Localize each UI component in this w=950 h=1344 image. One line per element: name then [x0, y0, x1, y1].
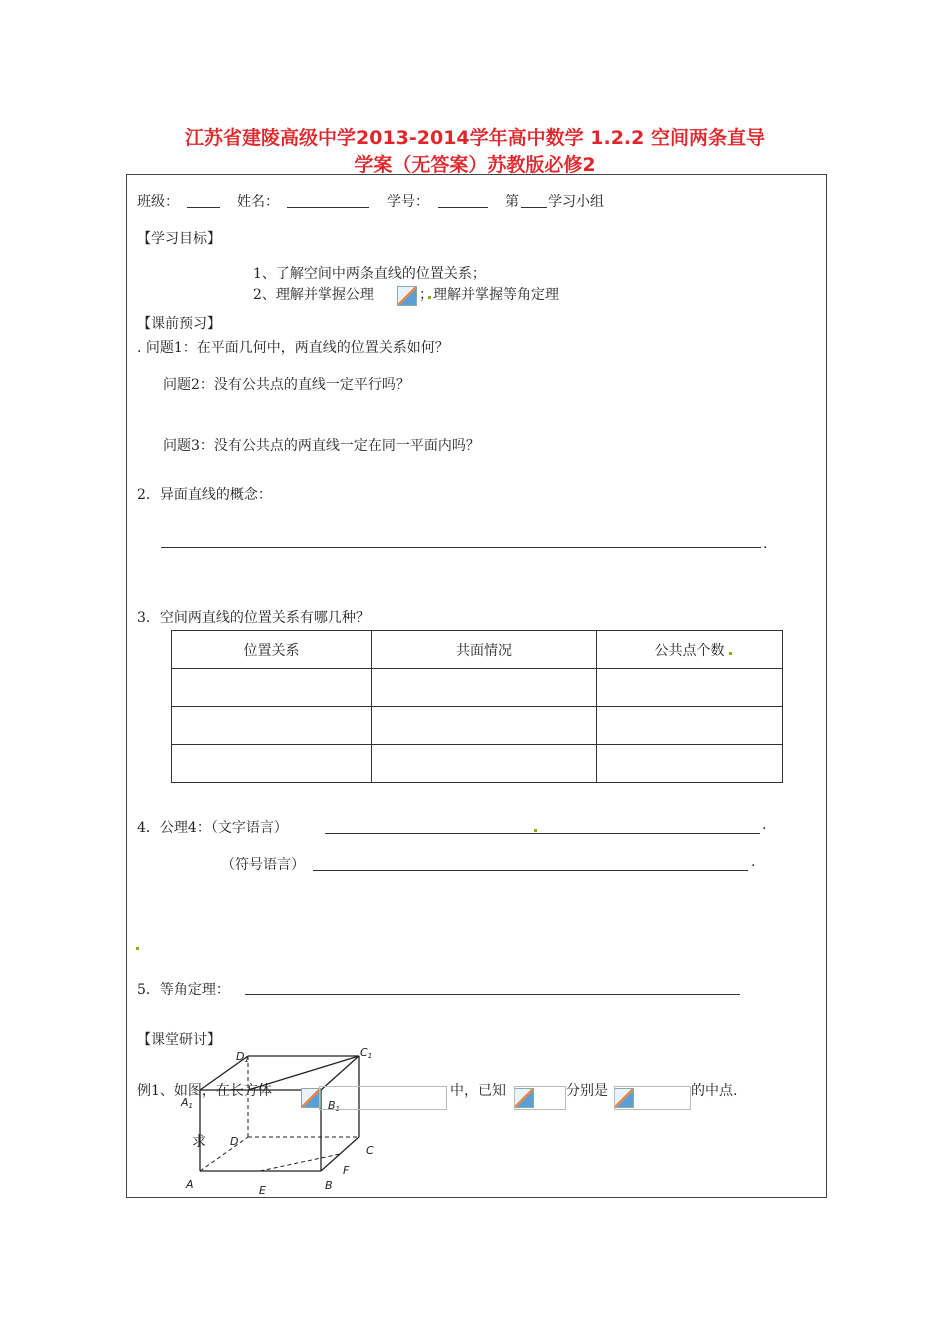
relation-table [171, 630, 783, 783]
edge [321, 1056, 359, 1090]
id-label: 学号： [387, 194, 429, 210]
table-header-cell: 位置关系 [172, 631, 372, 669]
label-b: B [325, 1179, 333, 1192]
table-header-cell: 公共点个数 [597, 631, 783, 669]
marker-dot [136, 947, 139, 950]
points-box [514, 1086, 566, 1110]
preview-heading: 【课前预习】 [137, 316, 221, 332]
cuboid-name-image-icon [301, 1088, 321, 1108]
table-row [172, 745, 783, 783]
doc-title-line2: 学案（无答案）苏教版必修2 [354, 154, 596, 176]
section-2-label: 2．异面直线的概念： [137, 487, 272, 503]
section-4-symbol-period: . [751, 854, 756, 870]
table-row [172, 707, 783, 745]
table-cell[interactable] [172, 669, 372, 707]
section-4-label: 4．公理4：（文字语言） [137, 820, 288, 836]
class-blank [187, 207, 220, 208]
marker-dot [729, 652, 732, 655]
section-5-blank [245, 994, 740, 995]
section-5-label: 5．等角定理： [137, 982, 230, 998]
goal-item-2a: 2、理解并掌握公理 [253, 287, 374, 303]
goals-heading: 【学习目标】 [137, 231, 221, 247]
section-4-text-blank [325, 833, 760, 834]
group-blank [521, 207, 547, 208]
label-c1: C1 [360, 1046, 373, 1060]
question-1: . 问题1：在平面几何中，两直线的位置关系如何？ [137, 340, 449, 356]
edges-box [614, 1086, 691, 1110]
class-label: 班级： [137, 194, 179, 210]
example-1-part-b: 中，已知 [450, 1083, 506, 1099]
edge [321, 1137, 359, 1171]
table-cell[interactable] [372, 707, 597, 745]
id-blank [438, 207, 488, 208]
name-label: 姓名： [237, 194, 279, 210]
cuboid-name-box [319, 1086, 447, 1110]
label-d1: D1 [236, 1050, 249, 1064]
goal-item-1: 1、了解空间中两条直线的位置关系； [253, 266, 486, 282]
group-suffix: 学习小组 [548, 194, 604, 210]
goal-item-2b: ；理解并掌握等角定理 [419, 287, 559, 303]
table-cell[interactable] [597, 707, 783, 745]
section-4-period: . [762, 817, 767, 833]
section-2-blank [161, 547, 761, 548]
table-row [172, 669, 783, 707]
hidden-edge [260, 1154, 340, 1171]
name-blank [287, 207, 369, 208]
table-cell[interactable] [172, 745, 372, 783]
group-prefix: 第 [505, 194, 519, 210]
table-cell[interactable] [372, 745, 597, 783]
marker-dot [534, 829, 537, 832]
label-d: D [230, 1135, 239, 1148]
table-cell[interactable] [172, 707, 372, 745]
axiom-image-icon [397, 286, 417, 306]
section-3-label: 3．空间两直线的位置关系有哪几种？ [137, 610, 370, 626]
table-header-cell: 共面情况 [372, 631, 597, 669]
example-1-part-a: 例1、如图，在长方体 [137, 1083, 272, 1099]
doc-title-line1: 江苏省建陵高级中学2013-2014学年高中数学 1.2.2 空间两条直导 [185, 127, 765, 149]
hidden-edge [200, 1137, 248, 1171]
table-cell[interactable] [372, 669, 597, 707]
label-c: C [366, 1144, 374, 1157]
section-2-period: . [763, 536, 768, 552]
label-a: A [186, 1178, 194, 1191]
cuboid-figure [175, 1048, 375, 1198]
table-header-row [172, 631, 783, 669]
label-f: F [343, 1164, 350, 1177]
section-4-symbol-blank [313, 870, 748, 871]
label-b1: B1 [328, 1099, 341, 1113]
question-2: 问题2：没有公共点的直线一定平行吗？ [163, 377, 410, 393]
table-cell[interactable] [597, 669, 783, 707]
question-3: 问题3：没有公共点的两直线一定在同一平面内吗？ [163, 438, 480, 454]
classwork-heading: 【课堂研讨】 [137, 1032, 221, 1048]
section-4-symbol-label: （符号语言） [221, 857, 305, 873]
label-e: E [259, 1184, 266, 1197]
table-cell[interactable] [597, 745, 783, 783]
example-1-part-c: 分别是 [566, 1083, 608, 1099]
example-1-cut-text: 求 [192, 1134, 206, 1150]
example-1-part-d: 的中点. [691, 1083, 738, 1099]
label-a1: A1 [181, 1096, 193, 1110]
